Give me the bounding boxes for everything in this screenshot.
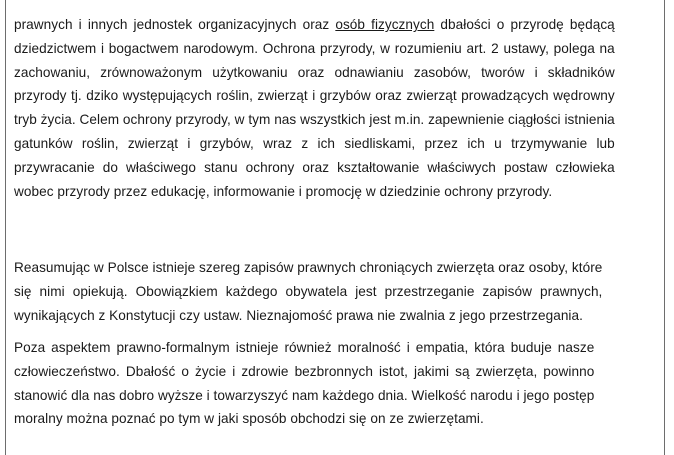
- text-line: się nimi opiekują. Obowiązkiem każdego obywatela jest przestrzeganie zapisów prawnych,: [14, 283, 603, 299]
- text-line: Reasumując w Polsce istnieje szereg zapisów prawnych chroniących zwierzęta oraz osoby, które: [14, 260, 603, 275]
- text-line: gatunków roślin, zwierząt i grzybów, wraz z ich siedliskami, przez ich u trzymywanie lub: [14, 135, 615, 151]
- paragraph-nature-protection: [14, 13, 615, 203]
- paragraph-morality: [14, 336, 594, 431]
- text-line: moralny można poznać po tym w jaki sposób obchodzi się on ze zwierzętami.: [14, 411, 484, 427]
- text-line: zachowaniu, zrównoważonym użytkowaniu oraz odnawianiu zasobów, tworów i składników: [14, 64, 615, 80]
- paragraph-summary: [14, 256, 602, 327]
- text-line: wobec przyrody przez edukację, informowanie i promocję w dziedzinie ochrony przyrody.: [14, 183, 553, 199]
- text-line: dziedzictwem i bogactwem narodowym. Ochrona przyrody, w rozumieniu art. 2 ustawy, polega na: [14, 40, 615, 56]
- left-border-line: [5, 0, 6, 455]
- text-line: stanowić dla nas dobro wyższe i towarzyszyć nam każdego dnia. Wielkość narodu i jego postęp: [14, 387, 595, 403]
- text-fragment: prawnych i innych jednostek organizacyjnych oraz: [14, 17, 336, 32]
- text-line: przyrody tj. dziko występujących roślin, zwierząt i grzybów oraz zwierząt prowadzących wędrowny: [14, 88, 615, 104]
- text-line: przywracanie do właściwego stanu ochrony oraz kształtowanie właściwych postaw człowieka: [14, 159, 615, 175]
- text-line: Poza aspektem prawno-formalnym istnieje również moralność i empatia, która buduje nasze: [14, 340, 595, 355]
- text-line: człowieczeństwo. Dbałość o życie i zdrowie bezbronnych istot, jakimi są zwierzęta, powinno: [14, 363, 595, 379]
- text-line: tryb życia. Celem ochrony przyrody, w tym nas wszystkich jest m.in. zapewnienie ciągłości istnienia: [14, 112, 615, 128]
- text-line: [14, 13, 615, 37]
- link-osoby-fizyczne[interactable]: osób fizycznych: [335, 17, 435, 32]
- text-fragment: dbałości o przyrodę będącą: [434, 17, 615, 32]
- right-border-line: [664, 0, 665, 455]
- text-line: wynikających z Konstytucji czy ustaw. Nieznajomość prawa nie zwalnia z jego przestrzegania.: [14, 307, 583, 323]
